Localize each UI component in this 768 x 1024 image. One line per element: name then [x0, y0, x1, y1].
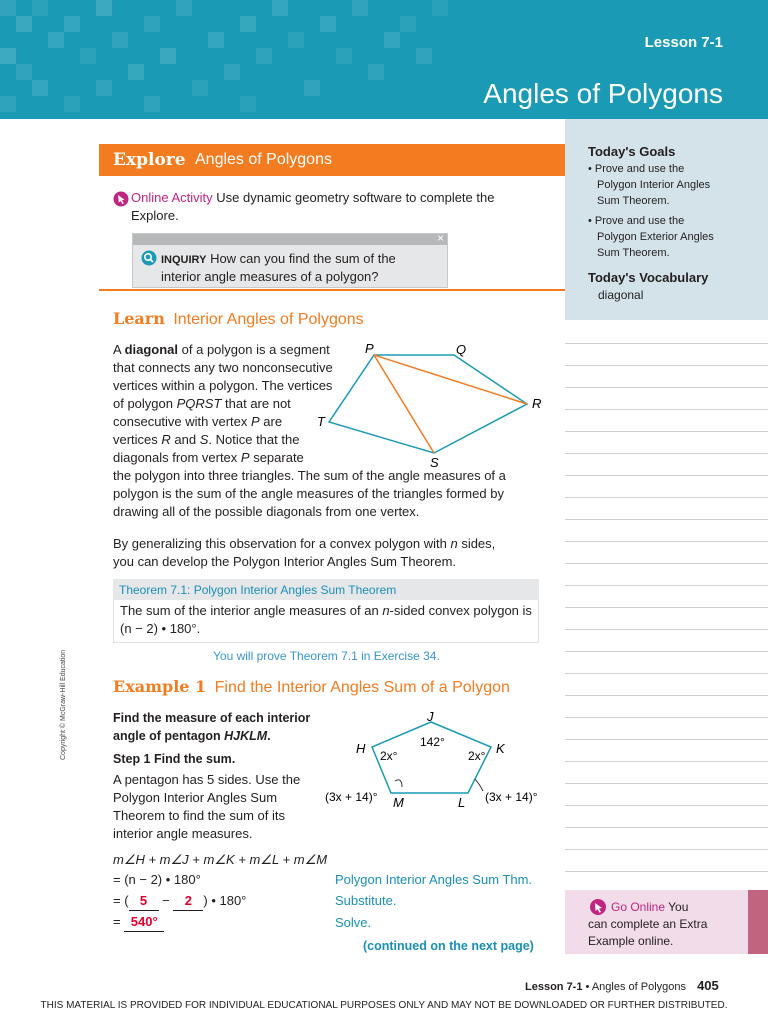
lesson-number: Lesson 7-1 — [644, 34, 723, 51]
cursor-icon — [589, 898, 607, 916]
online-activity-text: Online Activity Use dynamic geometry software to complete the — [131, 190, 495, 205]
explore-title: Angles of Polygons — [195, 151, 332, 168]
step1-text: A pentagon has 5 sides. Use the Polygon Interior Angles Sum Theorem to find the sum of its interior angle measures. — [113, 772, 301, 841]
pentagon-outline — [329, 355, 527, 453]
note-line — [565, 761, 768, 762]
inquiry-icon — [141, 250, 157, 266]
go-online-box[interactable]: Go Online You can complete an Extra Example online. — [565, 890, 748, 954]
vertex-label-l: L — [458, 795, 466, 810]
answer-blank: 2 — [173, 892, 203, 911]
note-line — [565, 409, 768, 410]
note-line — [565, 365, 768, 366]
inquiry-titlebar — [133, 234, 447, 245]
lesson-header — [0, 0, 768, 119]
theorem-box: The sum of the interior angle measures of an n-sided convex polygon is (n − 2) • 180°. — [113, 600, 539, 643]
angle-label-h: 2x° — [380, 749, 398, 763]
online-activity-link[interactable]: Online Activity — [131, 190, 213, 205]
explore-banner — [99, 144, 565, 176]
note-line — [565, 673, 768, 674]
note-line — [565, 805, 768, 806]
equation-line-2: = (n − 2) • 180° — [113, 872, 201, 887]
goal-item: • Prove and use the Polygon Exterior Angles Sum Theorem. — [588, 215, 714, 259]
vertex-label-h: H — [356, 741, 366, 756]
vertex-label-k: K — [496, 741, 505, 756]
equation-line-3: = ( 5 − 2 ) • 180° — [113, 892, 246, 911]
note-line — [565, 563, 768, 564]
angle-label-k: 2x° — [468, 749, 486, 763]
generalize-paragraph: By generalizing this observation for a convex polygon with n sides, you can develop the Polygon Interior Angles Sum Theorem. — [113, 536, 496, 569]
angle-m-arrow — [395, 780, 402, 787]
disclaimer: THIS MATERIAL IS PROVIDED FOR INDIVIDUAL EDUCATIONAL PURPOSES ONLY AND MAY NOT BE DOWNLOADED OR FURTHER DISTRIBUTED. — [40, 1000, 728, 1011]
diagonal-paragraph: A diagonal of a polygon is a segment that connects any two nonconsecutive vertices within a polygon. The vertices of polygon PQRST that are not consecutive with vertex P are vertices R and S. Notice that the diagonals from vertex P separate the polygon into three triangles. The sum of the angle measures of a polygon is the sum of the angle measures of the triangles formed by drawing all of the possible diagonals from one vertex. — [113, 342, 506, 519]
equation-line-1: m∠H + m∠J + m∠K + m∠L + m∠M — [113, 852, 328, 867]
note-line — [565, 871, 768, 872]
note-line — [565, 519, 768, 520]
vertex-label-s: S — [430, 455, 439, 470]
note-line — [565, 475, 768, 476]
note-line — [565, 387, 768, 388]
page-number: 405 — [697, 978, 719, 993]
note-line — [565, 827, 768, 828]
note-line — [565, 783, 768, 784]
pentagon-hjklm-figure — [320, 705, 545, 815]
todays-goals-heading: Today's Goals — [588, 144, 676, 159]
reason-2: Substitute. — [335, 893, 397, 908]
note-line — [565, 453, 768, 454]
note-line — [565, 607, 768, 608]
angle-label-m: (3x + 14)° — [325, 790, 378, 804]
vertex-label-p: P — [365, 341, 374, 356]
note-line — [565, 695, 768, 696]
note-line — [565, 585, 768, 586]
reason-1: Polygon Interior Angles Sum Thm. — [335, 872, 533, 887]
go-online-text: Go Online You — [611, 900, 689, 914]
goal-item: • Prove and use the Polygon Interior Angles Sum Theorem. — [588, 163, 711, 207]
vocab-term[interactable]: diagonal — [598, 288, 644, 302]
note-line — [565, 629, 768, 630]
vertex-label-j: J — [427, 709, 434, 724]
angle-label-j: 142° — [420, 735, 445, 749]
note-line — [565, 343, 768, 344]
vertex-label-m: M — [393, 795, 404, 810]
vertex-label-t: T — [317, 414, 325, 429]
diagonal-pr — [374, 355, 527, 404]
polygon-pqrst-figure — [310, 338, 550, 473]
vertex-label-r: R — [532, 396, 542, 411]
copyright-text: Copyright © McGraw-Hill Education — [60, 649, 67, 760]
note-line — [565, 497, 768, 498]
example-heading: Example 1 Find the Interior Angles Sum of a Polygon — [113, 677, 510, 696]
angle-l-arrow — [475, 779, 483, 791]
note-line — [565, 651, 768, 652]
step1-heading: Step 1 Find the sum. — [113, 752, 236, 766]
note-line — [565, 849, 768, 850]
lesson-title: Angles of Polygons — [483, 78, 723, 109]
section-divider — [99, 289, 565, 291]
continued-note: (continued on the next page) — [363, 939, 534, 953]
inquiry-box: × INQUIRY How can you find the sum of the interior angle measures of a polygon? — [132, 233, 448, 288]
theorem-proof-note[interactable]: You will prove Theorem 7.1 in Exercise 34. — [213, 649, 440, 663]
note-line — [565, 541, 768, 542]
close-icon[interactable]: × — [436, 231, 444, 245]
answer-blank: 540° — [124, 913, 164, 932]
todays-vocabulary-heading: Today's Vocabulary — [588, 270, 709, 285]
reason-3: Solve. — [335, 915, 372, 930]
answer-blank: 5 — [129, 892, 159, 911]
explore-label: Explore — [113, 150, 186, 170]
theorem-title: Theorem 7.1: Polygon Interior Angles Sum Theorem — [119, 583, 397, 597]
term-diagonal: diagonal — [124, 342, 179, 357]
note-line — [565, 717, 768, 718]
inquiry-label: INQUIRY — [161, 254, 207, 266]
vertex-label-q: Q — [456, 342, 467, 357]
learn-heading: Learn Interior Angles of Polygons — [113, 309, 364, 328]
note-line — [565, 739, 768, 740]
cursor-icon — [113, 191, 129, 207]
theorem-header — [113, 579, 539, 600]
equation-line-4: = 540° — [113, 913, 164, 932]
example-prompt: Find the measure of each interior angle of pentagon HJKLM. — [113, 711, 311, 743]
page-footer-ref: Lesson 7-1 • Angles of Polygons 405 — [525, 978, 719, 993]
note-line — [565, 431, 768, 432]
go-online-strip — [748, 890, 768, 954]
angle-label-l: (3x + 14)° — [485, 790, 538, 804]
